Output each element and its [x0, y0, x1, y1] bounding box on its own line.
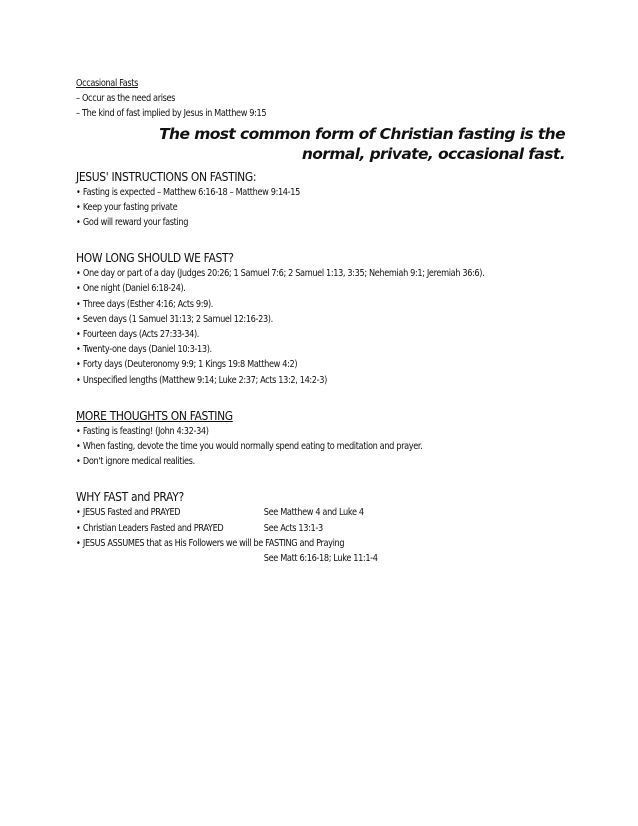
list-item: • Fasting is expected – Matthew 6:16-18 – Matthew 9:14-15: [76, 185, 486, 200]
list-item: • When fasting, devote the time you would normally spend eating to meditation and prayer.: [76, 439, 486, 454]
quote-line: normal, private, occasional fast.: [301, 144, 565, 163]
more-thoughts-heading: MORE THOUGHTS ON FASTING: [76, 407, 233, 423]
quote-line: The most common form of Christian fasting is the: [159, 124, 565, 143]
why-assumes-ref: See Matt 6:16-18; Luke 11:1-4: [263, 553, 378, 565]
emphasis-quote: [76, 124, 565, 164]
how-long-heading: HOW LONG SHOULD WE FAST?: [76, 250, 234, 266]
why-ref: See Acts 13:1-3: [263, 522, 323, 534]
occasional-line: – The kind of fast implied by Jesus in Matthew 9:15: [76, 108, 267, 120]
why-text: • Christian Leaders Fasted and PRAYED: [76, 521, 264, 536]
why-text: • JESUS Fasted and PRAYED: [76, 505, 264, 520]
document-page: [76, 76, 576, 566]
list-item: • Forty days (Deuteronomy 9:9; 1 Kings 19:8 Matthew 4:2): [76, 357, 486, 372]
occasional-line: – Occur as the need arises: [76, 93, 176, 105]
why-row: [76, 505, 486, 520]
list-item: • Unspecified lengths (Matthew 9:14; Luke 2:37; Acts 13:2, 14:2-3): [76, 373, 486, 388]
why-assumes: • JESUS ASSUMES that as His Followers we will be FASTING and Praying: [76, 536, 486, 551]
list-item: • Fourteen days (Acts 27:33-34).: [76, 327, 486, 342]
why-row: [76, 521, 486, 536]
list-item: • Keep your fasting private: [76, 200, 486, 215]
list-item: • God will reward your fasting: [76, 215, 486, 230]
list-item: • Three days (Esther 4:16; Acts 9:9).: [76, 297, 486, 312]
why-ref: See Matthew 4 and Luke 4: [263, 507, 364, 519]
list-item: • One day or part of a day (Judges 20:26; 1 Samuel 7:6; 2 Samuel 1:13, 3:35; Nehemiah 9:1; Jeremiah 36:6).: [76, 266, 486, 281]
list-item: • Seven days (1 Samuel 31:13; 2 Samuel 12:16-23).: [76, 312, 486, 327]
instructions-heading: JESUS' INSTRUCTIONS ON FASTING:: [76, 168, 257, 184]
list-item: • Fasting is feasting! (John 4:32-34): [76, 424, 486, 439]
list-item: • Don't ignore medical realities.: [76, 454, 486, 469]
occasional-fasts-title: Occasional Fasts: [76, 78, 139, 89]
why-heading: WHY FAST and PRAY?: [76, 489, 184, 505]
list-item: • Twenty-one days (Daniel 10:3-13).: [76, 342, 486, 357]
list-item: • One night (Daniel 6:18-24).: [76, 281, 486, 296]
